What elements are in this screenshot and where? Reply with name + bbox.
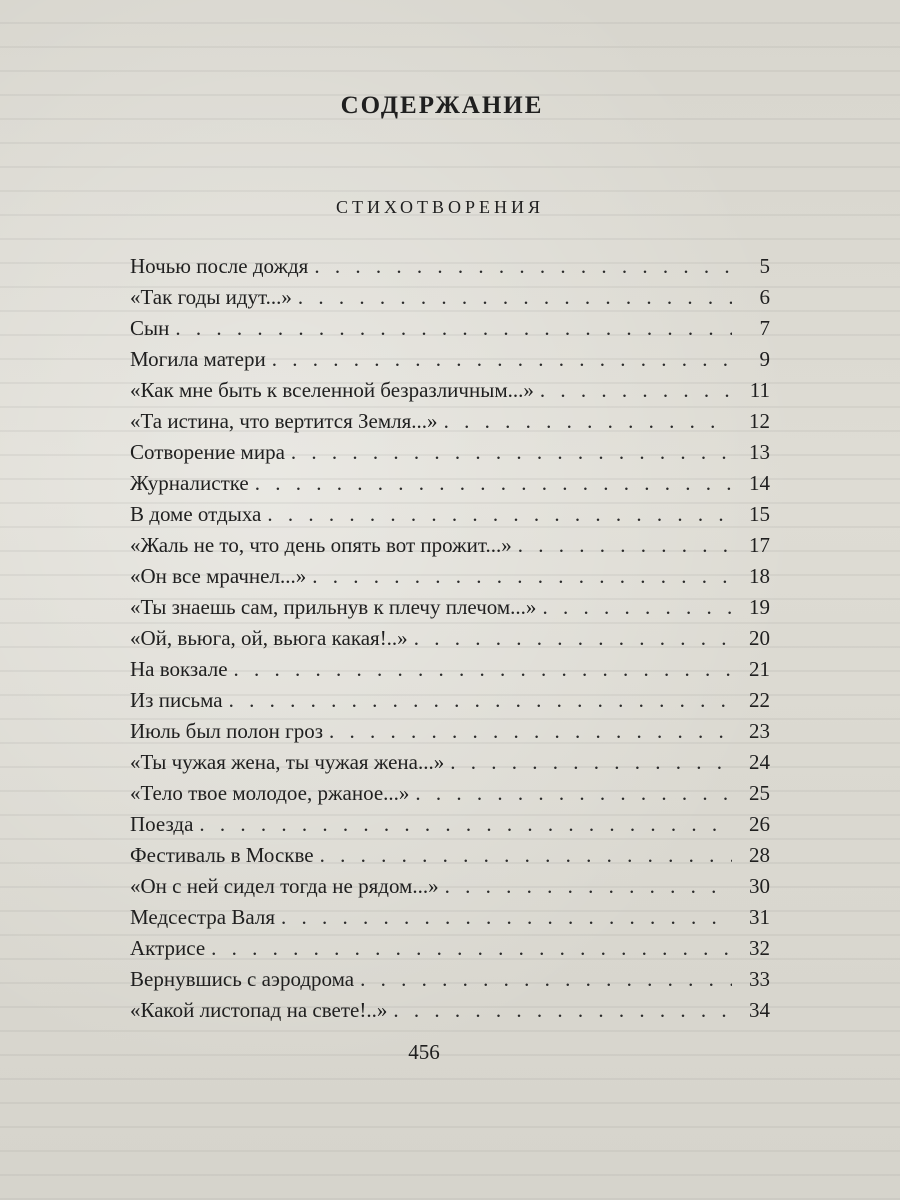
dot-leader	[542, 592, 732, 623]
dot-leader	[360, 964, 732, 995]
toc-entry-page: 21	[749, 657, 770, 681]
toc-entry	[130, 282, 770, 313]
dot-leader	[255, 468, 732, 499]
toc-entry	[130, 747, 770, 778]
toc-entry-title: «Он все мрачнел...»	[130, 564, 307, 588]
dot-leader	[414, 623, 732, 654]
toc-entry	[130, 654, 770, 685]
toc-entry	[130, 840, 770, 871]
toc-entry-page: 26	[749, 812, 770, 836]
toc-entry-title: «Он с ней сидел тогда не рядом...»	[130, 874, 439, 898]
toc-entry-title: Июль был полон гроз	[130, 719, 323, 743]
toc-entry	[130, 344, 770, 375]
dot-leader	[234, 654, 732, 685]
page-number: 456	[408, 1040, 440, 1064]
toc-entry	[130, 871, 770, 902]
toc-entry	[130, 623, 770, 654]
toc-entry	[130, 778, 770, 809]
dot-leader	[320, 840, 732, 871]
toc-entry-title: «Как мне быть к вселенной безразличным...»	[130, 378, 534, 402]
toc-entry-page: 11	[749, 378, 770, 402]
section-heading: СТИХОТВОРЕНИЯ	[335, 197, 545, 217]
toc-entry-page: 20	[749, 626, 770, 650]
toc-entry-title: Медсестра Валя	[130, 905, 276, 929]
toc-entry-title: «Так годы идут...»	[130, 285, 292, 309]
toc-entry-title: Фестиваль в Москве	[130, 843, 314, 867]
toc-entry-title: Поезда	[130, 812, 194, 836]
dot-leader	[211, 933, 732, 964]
table-of-contents	[130, 251, 770, 1026]
toc-entry	[130, 437, 770, 468]
toc-entry-page: 5	[759, 254, 770, 278]
dot-leader	[229, 685, 732, 716]
toc-entry	[130, 375, 770, 406]
toc-entry-title: «Ты знаешь сам, прильнув к плечу плечом...»	[130, 595, 537, 619]
toc-entry	[130, 313, 770, 344]
dot-leader	[518, 530, 732, 561]
toc-entry	[130, 251, 770, 282]
toc-entry-title: В доме отдыха	[130, 502, 262, 526]
dot-leader	[291, 437, 732, 468]
toc-entry-title: «Какой листопад на свете!..»	[130, 998, 388, 1022]
toc-entry	[130, 561, 770, 592]
toc-entry	[130, 902, 770, 933]
toc-entry-page: 15	[749, 502, 770, 526]
toc-entry-page: 18	[749, 564, 770, 588]
toc-entry-page: 9	[759, 347, 770, 371]
toc-entry-page: 12	[749, 409, 770, 433]
toc-entry-title: Актрисе	[130, 936, 206, 960]
dot-leader	[298, 282, 732, 313]
toc-entry-page: 32	[749, 936, 770, 960]
dot-leader	[450, 747, 732, 778]
toc-entry	[130, 809, 770, 840]
toc-entry-page: 31	[749, 905, 770, 929]
toc-entry-title: «Ты чужая жена, ты чужая жена...»	[130, 750, 445, 774]
toc-entry-page: 13	[749, 440, 770, 464]
toc-entry	[130, 406, 770, 437]
dot-leader	[444, 406, 732, 437]
toc-entry-page: 34	[749, 998, 770, 1022]
toc-entry	[130, 499, 770, 530]
toc-entry-page: 23	[749, 719, 770, 743]
toc-entry-page: 22	[749, 688, 770, 712]
toc-entry-title: «Жаль не то, что день опять вот прожит...»	[130, 533, 512, 557]
toc-entry-title: На вокзале	[130, 657, 228, 681]
dot-leader	[415, 778, 732, 809]
toc-entry-title: Сотворение мира	[130, 440, 285, 464]
toc-entry-title: Из письма	[130, 688, 223, 712]
toc-entry-title: Журналистке	[130, 471, 249, 495]
toc-entry-page: 17	[749, 533, 770, 557]
toc-entry-title: «Ой, вьюга, ой, вьюга какая!..»	[130, 626, 408, 650]
toc-entry-title: «Тело твое молодое, ржаное...»	[130, 781, 410, 805]
toc-entry-page: 19	[749, 595, 770, 619]
dot-leader	[272, 344, 732, 375]
toc-entry	[130, 592, 770, 623]
toc-entry	[130, 685, 770, 716]
dot-leader	[329, 716, 732, 747]
dot-leader	[199, 809, 732, 840]
toc-entry-page: 33	[749, 967, 770, 991]
toc-entry-page: 7	[759, 316, 770, 340]
toc-entry-page: 30	[749, 874, 770, 898]
toc-entry	[130, 530, 770, 561]
dot-leader	[281, 902, 732, 933]
toc-entry-title: Могила матери	[130, 347, 266, 371]
toc-entry	[130, 995, 770, 1026]
dot-leader	[267, 499, 732, 530]
toc-entry	[130, 468, 770, 499]
dot-leader	[445, 871, 732, 902]
toc-entry	[130, 716, 770, 747]
dot-leader	[314, 251, 732, 282]
toc-entry-page: 25	[749, 781, 770, 805]
toc-entry-title: «Та истина, что вертится Земля...»	[130, 409, 438, 433]
toc-entry-page: 28	[749, 843, 770, 867]
toc-entry	[130, 964, 770, 995]
toc-entry-page: 14	[749, 471, 770, 495]
contents-heading: СОДЕРЖАНИЕ	[340, 92, 544, 119]
toc-entry-title: Ночью после дождя	[130, 254, 309, 278]
dot-leader	[540, 375, 732, 406]
dot-leader	[312, 561, 732, 592]
toc-entry-title: Сын	[130, 316, 170, 340]
dot-leader	[393, 995, 732, 1026]
toc-entry-page: 6	[759, 285, 770, 309]
dot-leader	[175, 313, 732, 344]
toc-entry-page: 24	[749, 750, 770, 774]
toc-entry-title: Вернувшись с аэродрома	[130, 967, 355, 991]
toc-entry	[130, 933, 770, 964]
